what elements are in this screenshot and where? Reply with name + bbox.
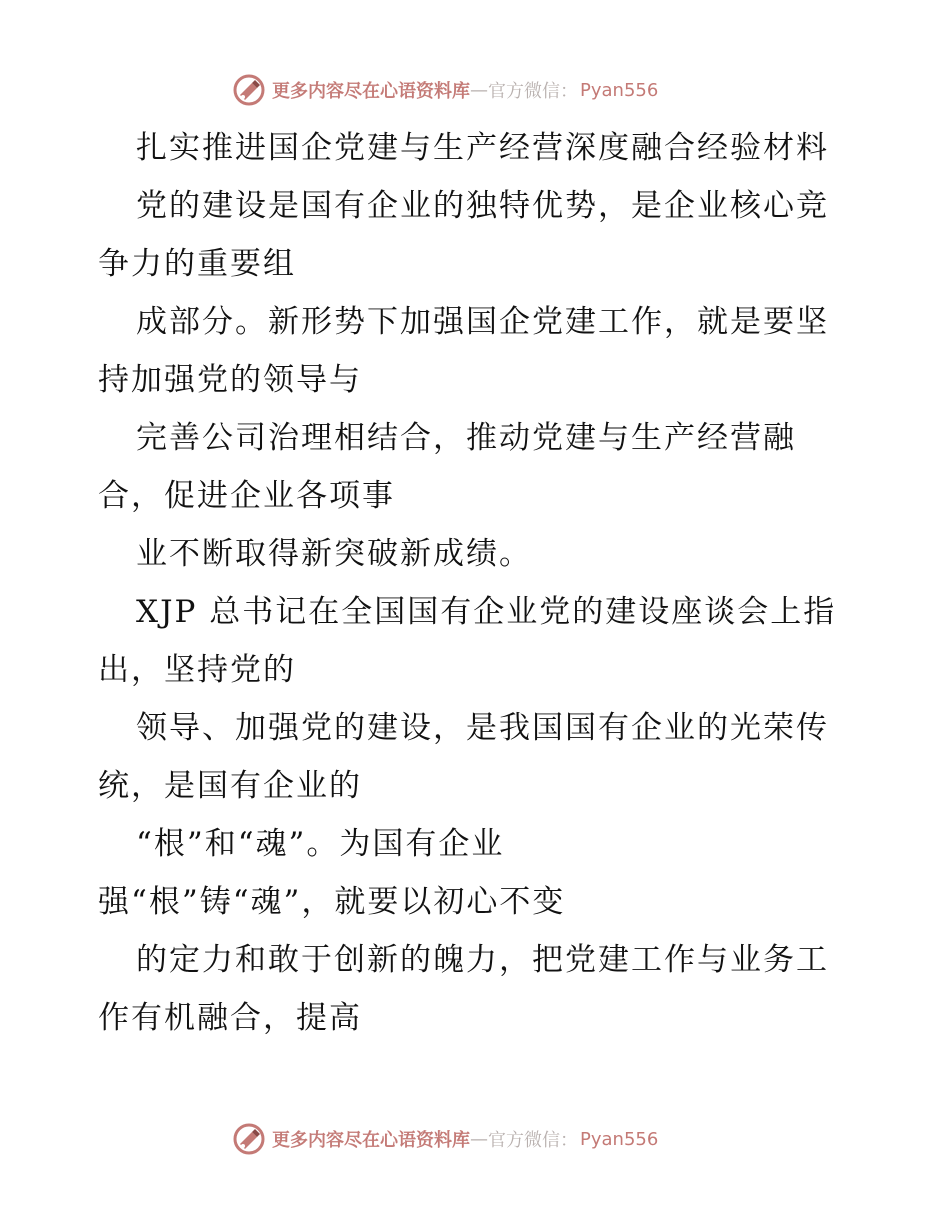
paragraph-line: XJP 总书记在全国国有企业党的建设座谈会上指 bbox=[136, 594, 837, 630]
paragraph-line: 党的建设是国有企业的独特优势，是企业核心竞 bbox=[136, 188, 829, 224]
paragraph-line: 成部分。新形势下加强国企党建工作，就是要坚 bbox=[136, 304, 829, 340]
paragraph-line: “根”和“魂”。为国有企业 bbox=[136, 826, 505, 862]
watermark-separator: — bbox=[470, 1128, 488, 1150]
document-title: 扎实推进国企党建与生产经营深度融合经验材料 bbox=[136, 130, 829, 166]
paragraph-line: 统，是国有企业的 bbox=[98, 768, 362, 804]
paragraph-line: 业不断取得新突破新成绩。 bbox=[136, 536, 532, 572]
paragraph-line: 强“根”铸“魂”，就要以初心不变 bbox=[98, 884, 566, 920]
paragraph-line: 作有机融合，提高 bbox=[98, 1000, 362, 1036]
paragraph-line: 持加强党的领导与 bbox=[98, 362, 362, 398]
watermark-sub-text: 官方微信： bbox=[488, 81, 578, 102]
pen-seal-logo-icon bbox=[232, 73, 266, 107]
watermark-wechat-id: Pyan556 bbox=[580, 1128, 659, 1150]
watermark-sub-text: 官方微信： bbox=[488, 1130, 578, 1151]
paragraph-line: 的定力和敢于创新的魄力，把党建工作与业务工 bbox=[136, 942, 829, 978]
watermark-wechat-id: Pyan556 bbox=[580, 79, 659, 101]
watermark-separator: — bbox=[470, 79, 488, 101]
paragraph-line: 领导、加强党的建设，是我国国有企业的光荣传 bbox=[136, 710, 829, 746]
header-watermark bbox=[232, 72, 752, 108]
pen-seal-logo-icon bbox=[232, 1122, 266, 1156]
paragraph-line: 合，促进企业各项事 bbox=[98, 478, 395, 514]
paragraph-line: 完善公司治理相结合，推动党建与生产经营融 bbox=[136, 420, 796, 456]
watermark-main-text: 更多内容尽在心语资料库 bbox=[272, 1130, 470, 1151]
paragraph-line: 争力的重要组 bbox=[98, 246, 296, 282]
watermark-main-text: 更多内容尽在心语资料库 bbox=[272, 81, 470, 102]
footer-watermark bbox=[232, 1121, 752, 1157]
paragraph-line: 出，坚持党的 bbox=[98, 652, 296, 688]
